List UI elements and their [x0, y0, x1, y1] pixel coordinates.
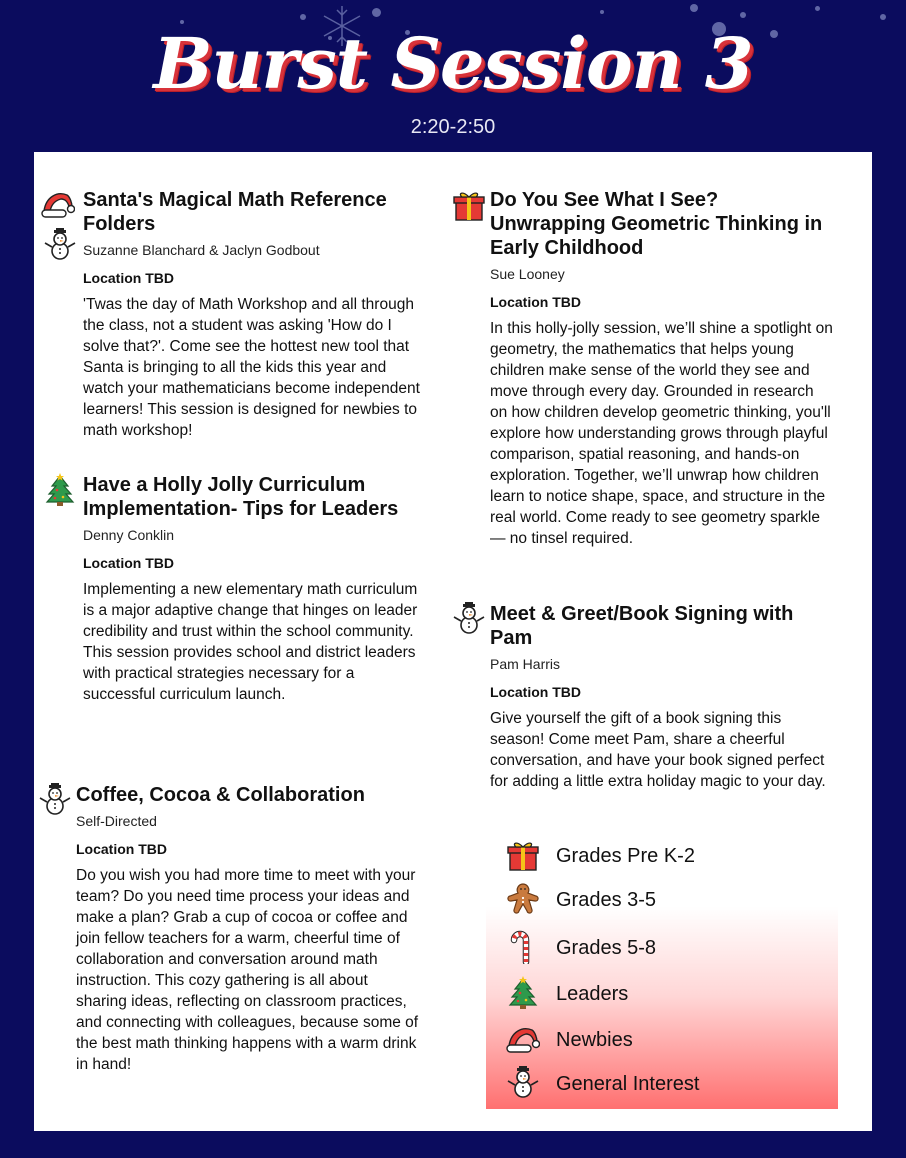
legend-label: General Interest — [556, 1073, 700, 1095]
legend-item-leaders — [506, 976, 826, 1012]
session-title: Do You See What I See? Unwrapping Geometric Thinking in Early Childhood — [490, 189, 823, 259]
gift-icon — [506, 838, 540, 872]
legend-item-newbies — [506, 1022, 826, 1058]
session-location: Location TBD — [83, 555, 174, 571]
session-geometric-thinking — [490, 188, 835, 549]
christmas-tree-icon — [43, 473, 77, 507]
session-santas-math-folders — [83, 188, 428, 441]
session-location: Location TBD — [83, 270, 174, 286]
santa-hat-icon — [506, 1022, 540, 1056]
candy-cane-icon — [506, 930, 540, 964]
snowman-icon — [38, 783, 72, 817]
legend-label: Grades 5-8 — [556, 937, 657, 959]
session-location: Location TBD — [490, 684, 581, 700]
session-time: 2:20-2:50 — [410, 116, 496, 138]
legend-label: Leaders — [556, 983, 629, 1005]
session-description: Implementing a new elementary math curriculum is a major adaptive change that hinges on leader credibility and trust within the school community. This session provides school and district leaders with practical strategies necessary for a successful curriculum launch. — [83, 581, 418, 703]
session-presenter: Denny Conklin — [83, 527, 175, 543]
santa-hat-icon — [41, 187, 75, 221]
session-location: Location TBD — [490, 294, 581, 310]
gift-icon — [452, 188, 486, 222]
audience-legend — [486, 828, 838, 1109]
session-title: Santa's Magical Math Reference Folders — [83, 189, 387, 235]
gingerbread-icon — [506, 882, 540, 916]
legend-item-general-interest — [506, 1066, 826, 1102]
session-title: Meet & Greet/Book Signing with Pam — [490, 603, 794, 649]
legend-label: Newbies — [556, 1029, 633, 1051]
legend-item-grades-3-5 — [506, 882, 826, 918]
session-location: Location TBD — [76, 841, 167, 857]
session-coffee-cocoa — [76, 783, 421, 1075]
snowman-icon — [506, 1066, 540, 1100]
session-title: Have a Holly Jolly Curriculum Implementation- Tips for Leaders — [83, 474, 399, 520]
session-book-signing — [490, 602, 835, 792]
snowman-icon — [452, 602, 486, 636]
legend-label: Grades 3-5 — [556, 889, 657, 911]
sessions-card — [34, 152, 872, 1131]
session-title: Coffee, Cocoa & Collaboration — [76, 784, 365, 806]
session-presenter: Self-Directed — [76, 813, 157, 829]
session-presenter: Suzanne Blanchard & Jaclyn Godbout — [83, 242, 320, 258]
session-presenter: Sue Looney — [490, 266, 565, 282]
christmas-tree-icon — [506, 976, 540, 1010]
session-description: Give yourself the gift of a book signing this season! Come meet Pam, share a cheerful conversation, and have your book signed perfect for adding a little extra holiday magic to your day. — [490, 710, 826, 790]
legend-item-pre-k-2 — [506, 838, 826, 874]
session-description: 'Twas the day of Math Workshop and all through the class, not a student was asking 'How do I solve that?'. Come see the hottest new tool that Santa is bringing to all the kids this year and watch your mathematicians become independent learners! This session is designed for newbies to math workshop! — [83, 296, 420, 439]
session-holly-jolly-curriculum — [83, 473, 428, 705]
legend-label: Grades Pre K-2 — [556, 845, 695, 867]
legend-item-grades-5-8 — [506, 930, 826, 966]
page-title: Burst Session 3 — [153, 22, 753, 105]
session-presenter: Pam Harris — [490, 656, 561, 672]
session-description: In this holly-jolly session, we’ll shine a spotlight on geometry, the mathematics that helps young children make sense of the world they see and move through every day. Grounded in research on how children develop geometric thinking, you'll explore how understanding grows through playful comparison, spatial reasoning, and hands-on exploration. Together, we’ll unwrap how children learn to notice shape, space, and structure in the real world. Come ready to see geometry sparkle — no tinsel required. — [490, 320, 833, 547]
snowman-icon — [43, 228, 77, 262]
session-description: Do you wish you had more time to meet with your team? Do you need time process your ideas and make a plan? Grab a cup of cocoa or coffee and join fellow teachers for a warm, cheerful time of collaboration and conversation around math instruction. This cozy gathering is all about sharing ideas, reflecting on classroom practices, and connecting with colleagues, because some of the best math thinking happens with a warm drink in hand! — [76, 867, 419, 1073]
